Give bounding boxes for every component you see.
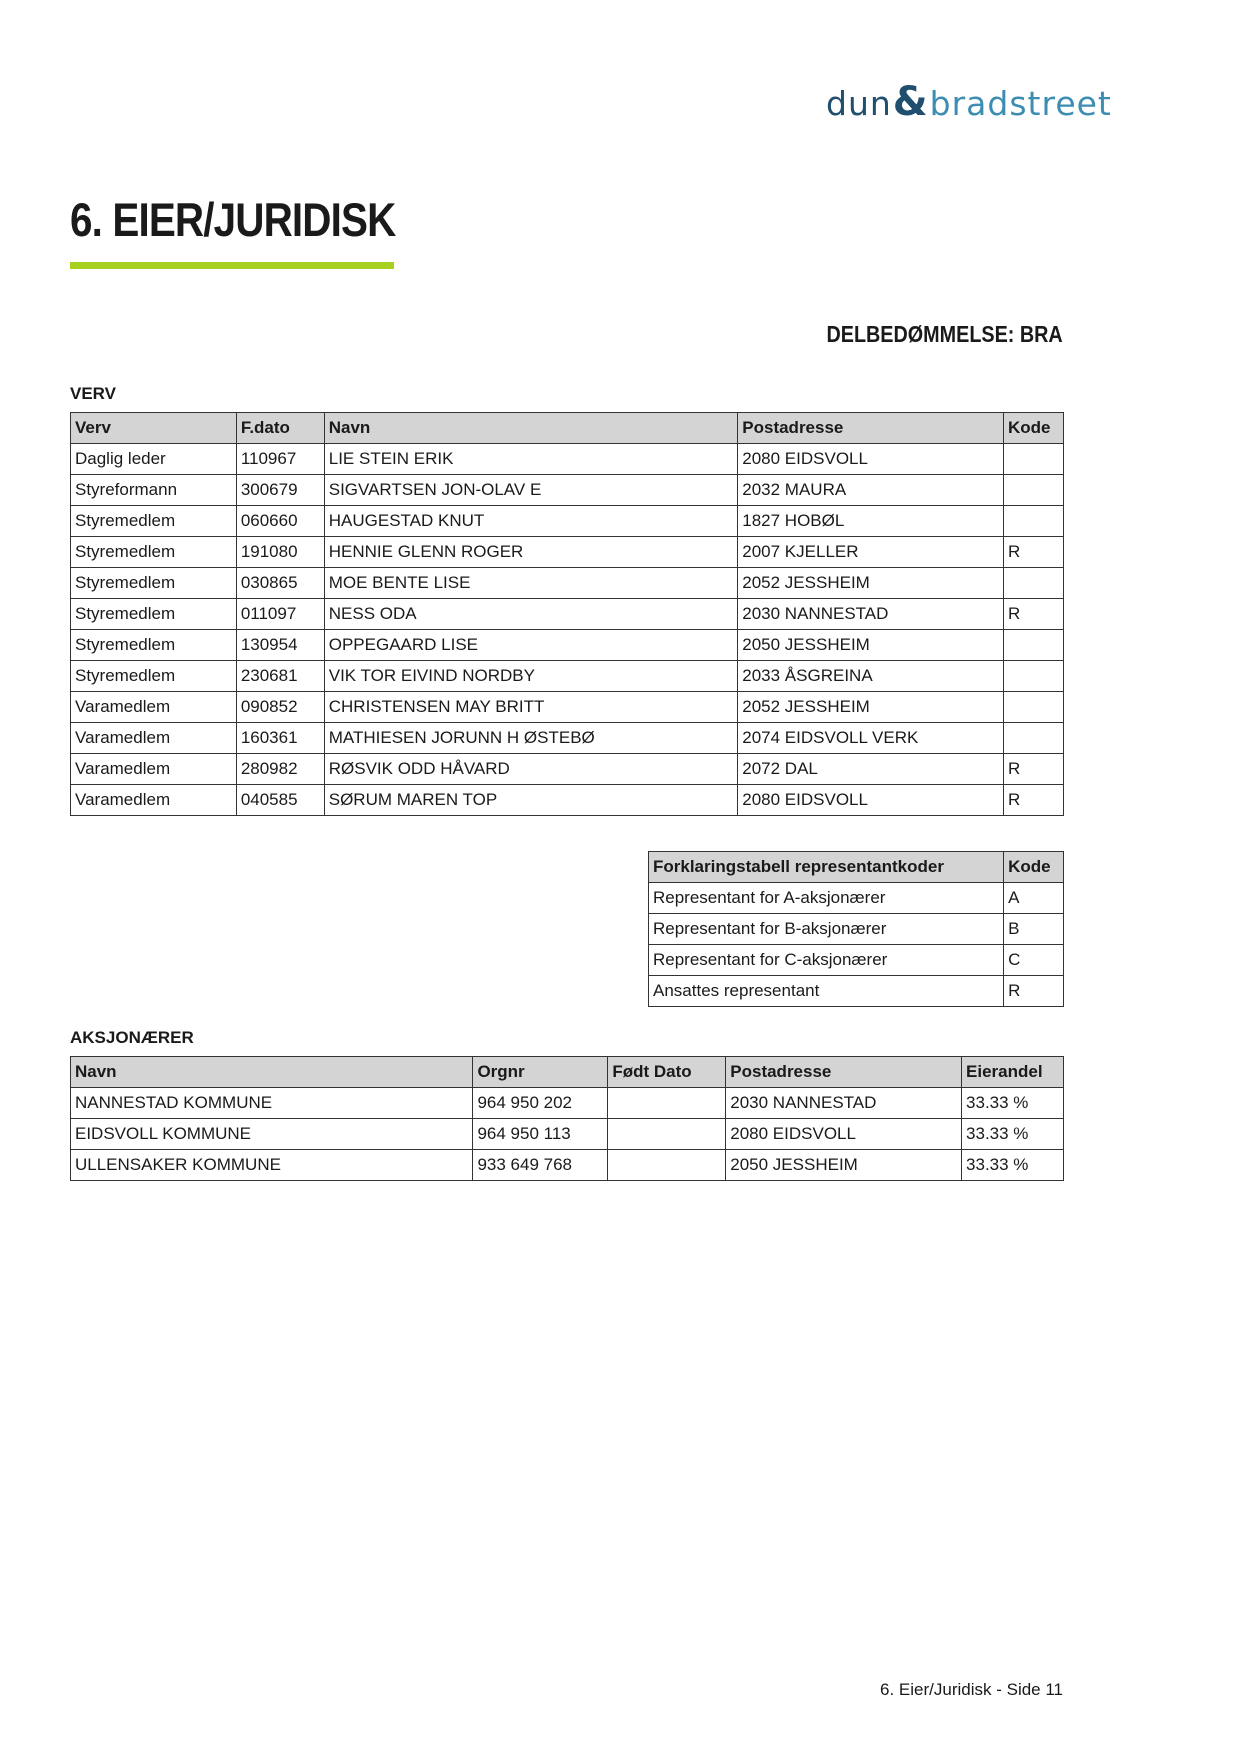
aksjonaerer-section-title: AKSJONÆRER	[70, 1028, 194, 1047]
table-cell: Daglig leder	[71, 444, 237, 475]
table-row	[71, 723, 1064, 754]
table-row	[71, 630, 1064, 661]
column-header: Postadresse	[726, 1057, 962, 1088]
rating-label: DELBEDØMMELSE: BRA	[826, 321, 1063, 347]
table-cell: Styremedlem	[71, 599, 237, 630]
table-cell: Ansattes representant	[649, 976, 1004, 1007]
column-header: F.dato	[236, 413, 324, 444]
table-cell: 964 950 113	[473, 1119, 608, 1150]
table-row	[649, 945, 1064, 976]
table-cell: SØRUM MAREN TOP	[324, 785, 738, 816]
table-cell: Representant for A-aksjonærer	[649, 883, 1004, 914]
table-row	[71, 692, 1064, 723]
table-cell	[1004, 630, 1064, 661]
table-row	[71, 537, 1064, 568]
table-cell: 110967	[236, 444, 324, 475]
table-cell: Styremedlem	[71, 506, 237, 537]
table-cell: 300679	[236, 475, 324, 506]
table-cell: 2033 ÅSGREINA	[738, 661, 1004, 692]
table-cell: R	[1004, 599, 1064, 630]
table-cell: Styreformann	[71, 475, 237, 506]
table-cell	[1004, 723, 1064, 754]
table-cell: Representant for C-aksjonærer	[649, 945, 1004, 976]
aksjonaerer-table	[70, 1056, 1064, 1181]
table-cell: 933 649 768	[473, 1150, 608, 1181]
table-row	[71, 599, 1064, 630]
table-cell: 1827 HOBØL	[738, 506, 1004, 537]
table-cell: 33.33 %	[962, 1119, 1064, 1150]
table-row	[71, 1150, 1064, 1181]
table-cell: 2030 NANNESTAD	[726, 1088, 962, 1119]
table-cell: 2074 EIDSVOLL VERK	[738, 723, 1004, 754]
table-cell: NANNESTAD KOMMUNE	[71, 1088, 473, 1119]
table-cell: CHRISTENSEN MAY BRITT	[324, 692, 738, 723]
table-cell: HENNIE GLENN ROGER	[324, 537, 738, 568]
table-cell	[1004, 444, 1064, 475]
table-cell: 030865	[236, 568, 324, 599]
table-cell	[608, 1088, 726, 1119]
table-row	[71, 1088, 1064, 1119]
column-header: Navn	[71, 1057, 473, 1088]
table-cell: SIGVARTSEN JON-OLAV E	[324, 475, 738, 506]
table-cell: 160361	[236, 723, 324, 754]
table-cell: 2072 DAL	[738, 754, 1004, 785]
logo-ampersand-icon: &	[892, 79, 929, 125]
table-cell	[1004, 475, 1064, 506]
table-cell: RØSVIK ODD HÅVARD	[324, 754, 738, 785]
column-header: Navn	[324, 413, 738, 444]
table-cell: R	[1004, 976, 1064, 1007]
column-header: Orgnr	[473, 1057, 608, 1088]
logo-text-bradstreet: bradstreet	[929, 83, 1112, 123]
table-cell: 2050 JESSHEIM	[738, 630, 1004, 661]
page-footer: 6. Eier/Juridisk - Side 11	[880, 1680, 1063, 1699]
column-header: Kode	[1004, 413, 1064, 444]
table-cell: Varamedlem	[71, 754, 237, 785]
column-header: Verv	[71, 413, 237, 444]
table-cell: 2032 MAURA	[738, 475, 1004, 506]
representant-kode-table	[648, 851, 1064, 1007]
table-cell: EIDSVOLL KOMMUNE	[71, 1119, 473, 1150]
table-cell: 040585	[236, 785, 324, 816]
table-cell: 33.33 %	[962, 1150, 1064, 1181]
table-cell: 2050 JESSHEIM	[726, 1150, 962, 1181]
table-cell: R	[1004, 785, 1064, 816]
table-cell: B	[1004, 914, 1064, 945]
table-cell: 090852	[236, 692, 324, 723]
table-cell: NESS ODA	[324, 599, 738, 630]
table-cell: 2007 KJELLER	[738, 537, 1004, 568]
table-cell: LIE STEIN ERIK	[324, 444, 738, 475]
table-cell: 2080 EIDSVOLL	[738, 785, 1004, 816]
table-row	[71, 475, 1064, 506]
table-cell: Representant for B-aksjonærer	[649, 914, 1004, 945]
table-cell: Styremedlem	[71, 537, 237, 568]
table-cell: Styremedlem	[71, 568, 237, 599]
table-cell: OPPEGAARD LISE	[324, 630, 738, 661]
column-header: Forklaringstabell representantkoder	[649, 852, 1004, 883]
table-header-row	[71, 413, 1064, 444]
table-row	[71, 1119, 1064, 1150]
table-cell: Styremedlem	[71, 630, 237, 661]
table-cell: Varamedlem	[71, 785, 237, 816]
table-row	[71, 785, 1064, 816]
table-cell: 964 950 202	[473, 1088, 608, 1119]
column-header: Eierandel	[962, 1057, 1064, 1088]
table-cell: HAUGESTAD KNUT	[324, 506, 738, 537]
table-cell: 011097	[236, 599, 324, 630]
table-cell: MATHIESEN JORUNN H ØSTEBØ	[324, 723, 738, 754]
table-row	[71, 661, 1064, 692]
table-cell	[1004, 506, 1064, 537]
logo-text-dun: dun	[826, 83, 892, 123]
table-cell: 230681	[236, 661, 324, 692]
column-header: Kode	[1004, 852, 1064, 883]
column-header: Postadresse	[738, 413, 1004, 444]
table-cell: A	[1004, 883, 1064, 914]
table-row	[71, 444, 1064, 475]
verv-table	[70, 412, 1064, 816]
table-cell: 2030 NANNESTAD	[738, 599, 1004, 630]
table-row	[71, 754, 1064, 785]
table-header-row	[649, 852, 1064, 883]
table-cell: 280982	[236, 754, 324, 785]
table-cell: R	[1004, 537, 1064, 568]
table-cell: 2080 EIDSVOLL	[726, 1119, 962, 1150]
table-row	[649, 914, 1064, 945]
table-cell: 2080 EIDSVOLL	[738, 444, 1004, 475]
table-cell: R	[1004, 754, 1064, 785]
table-cell: Varamedlem	[71, 723, 237, 754]
table-row	[649, 976, 1064, 1007]
title-underline	[70, 262, 394, 269]
page-title: 6. EIER/JURIDISK	[70, 193, 396, 246]
table-cell	[608, 1150, 726, 1181]
table-cell	[1004, 692, 1064, 723]
table-cell: Styremedlem	[71, 661, 237, 692]
column-header: Født Dato	[608, 1057, 726, 1088]
table-row	[649, 883, 1064, 914]
table-cell: 2052 JESSHEIM	[738, 692, 1004, 723]
table-cell: 2052 JESSHEIM	[738, 568, 1004, 599]
table-cell: ULLENSAKER KOMMUNE	[71, 1150, 473, 1181]
table-cell	[1004, 568, 1064, 599]
table-cell: 130954	[236, 630, 324, 661]
table-row	[71, 506, 1064, 537]
table-header-row	[71, 1057, 1064, 1088]
table-cell: C	[1004, 945, 1064, 976]
table-cell: 191080	[236, 537, 324, 568]
table-cell: 33.33 %	[962, 1088, 1064, 1119]
table-cell: Varamedlem	[71, 692, 237, 723]
verv-section-title: VERV	[70, 384, 116, 403]
table-cell: VIK TOR EIVIND NORDBY	[324, 661, 738, 692]
table-cell: 060660	[236, 506, 324, 537]
dun-bradstreet-logo	[826, 80, 1112, 126]
table-cell: MOE BENTE LISE	[324, 568, 738, 599]
table-cell	[1004, 661, 1064, 692]
table-cell	[608, 1119, 726, 1150]
table-row	[71, 568, 1064, 599]
